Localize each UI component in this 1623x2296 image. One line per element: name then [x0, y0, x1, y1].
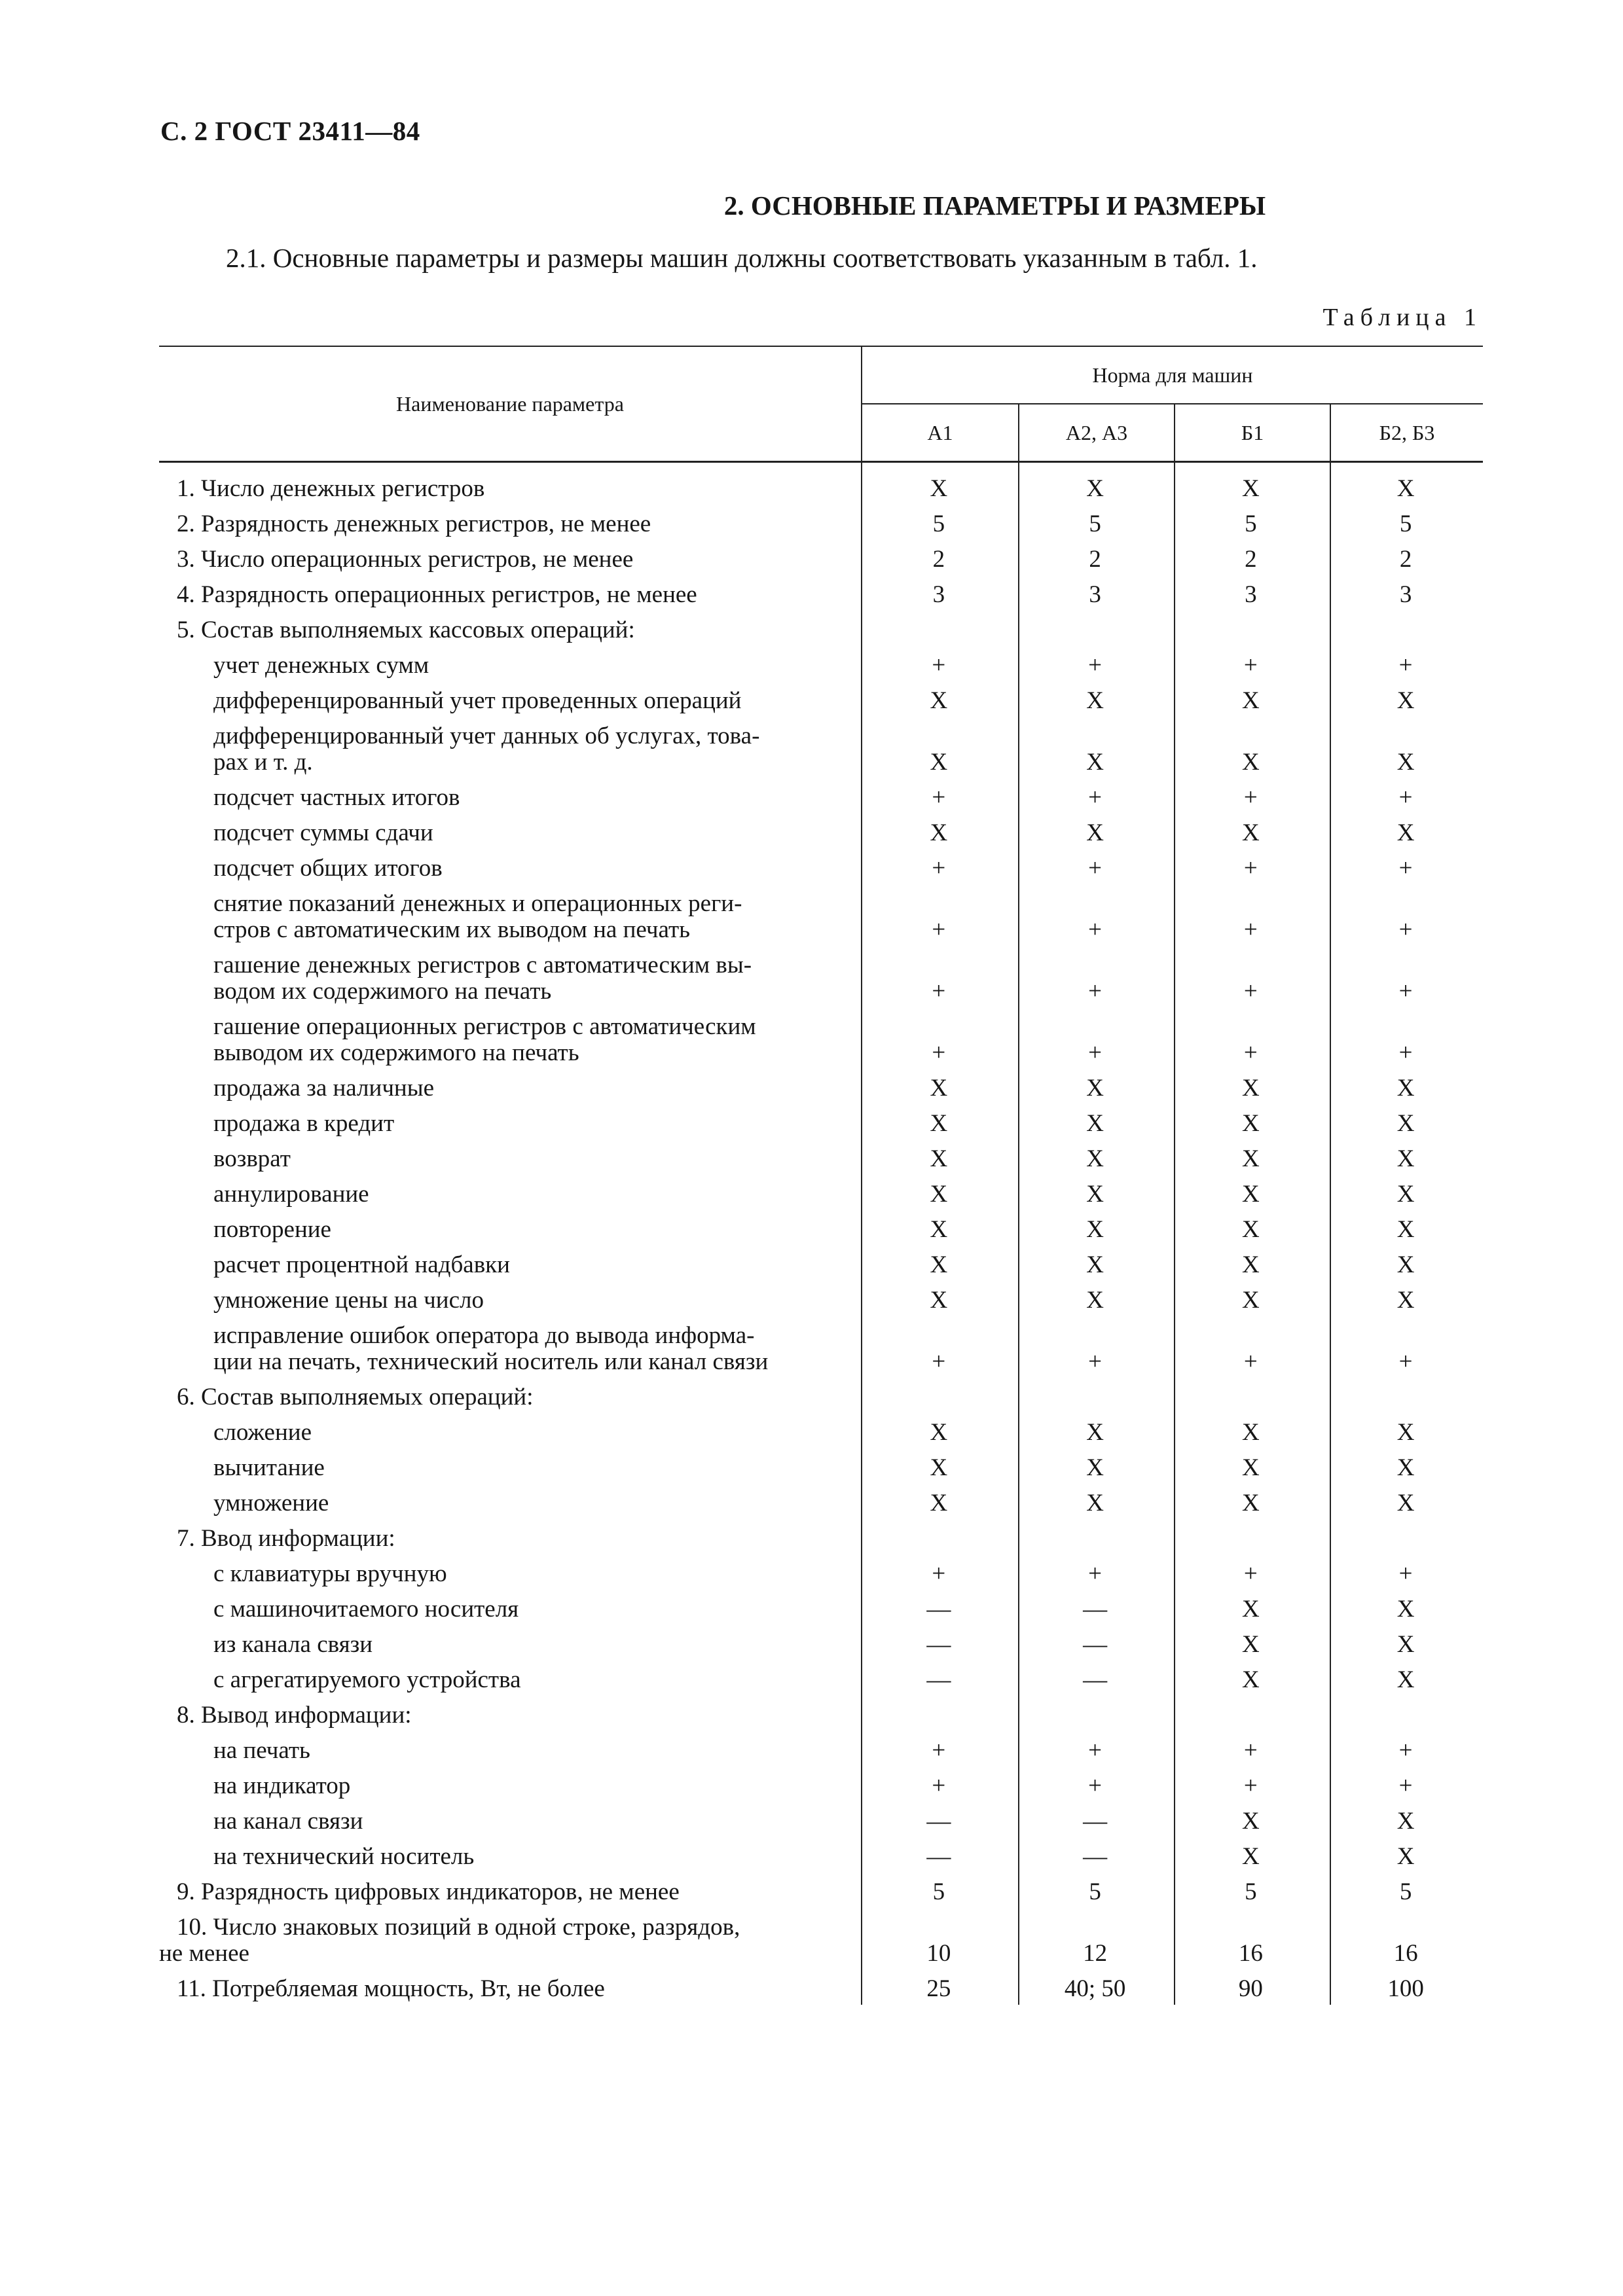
parameter-name-line: с машиночитаемого носителя [213, 1596, 519, 1623]
parameter-name [159, 1217, 860, 1246]
norm-value: X [1396, 1419, 1415, 1446]
table-row [159, 1246, 1483, 1281]
table-label: Таблица 1 [1322, 304, 1482, 331]
table-row [159, 681, 1483, 717]
parameter-name-line: подсчет суммы сдачи [213, 819, 433, 846]
table-row [159, 717, 1483, 778]
norm-value: X [1086, 1110, 1104, 1137]
parameter-name [159, 1561, 860, 1590]
parameter-name [159, 1014, 860, 1069]
norm-value: X [930, 1287, 948, 1314]
parameter-name [159, 1252, 860, 1281]
parameter-name-line: ции на печать, технический носитель или канал связи [213, 1348, 769, 1375]
table-row [159, 946, 1483, 1007]
norm-value: + [1398, 1772, 1413, 1799]
parameter-name [159, 1844, 860, 1873]
norm-value: + [1398, 916, 1413, 943]
parameter-name-line: умножение цены на число [213, 1287, 484, 1314]
parameter-name-line: 11. Потребляемая мощность, Вт, не более [177, 1975, 605, 2002]
parameter-name [159, 891, 860, 946]
table-row [159, 814, 1483, 849]
norm-value: X [1086, 1181, 1104, 1208]
norm-value: X [1086, 1454, 1104, 1481]
norm-value: X [930, 1181, 948, 1208]
parameter-name [159, 1914, 860, 1969]
norm-value: X [1086, 687, 1104, 714]
norm-value: + [1398, 1737, 1413, 1764]
parameters-table [159, 346, 1483, 2005]
norm-value: 16 [1393, 1940, 1418, 1967]
norm-value: X [1396, 1181, 1415, 1208]
table-row [159, 540, 1483, 575]
parameter-name-line: возврат [213, 1145, 291, 1172]
norm-value: + [1243, 1737, 1258, 1764]
parameter-name-line: гашение денежных регистров с автоматическим вы- [213, 952, 752, 978]
norm-value: + [1088, 978, 1103, 1005]
norm-value: — [1083, 1666, 1108, 1693]
table-row [159, 1590, 1483, 1625]
page-header: С. 2 ГОСТ 23411—84 [160, 116, 420, 146]
parameter-name-line: с агрегатируемого устройства [213, 1666, 521, 1693]
norm-value: + [1088, 784, 1103, 811]
norm-value: X [1086, 749, 1104, 776]
table-row [159, 575, 1483, 611]
norm-value: X [1241, 687, 1260, 714]
norm-value: 3 [932, 581, 945, 608]
norm-value: 100 [1387, 1975, 1424, 2002]
norm-value: 5 [1089, 1878, 1101, 1905]
norm-value: 5 [1399, 1878, 1412, 1905]
table-row [159, 849, 1483, 884]
table-row [159, 1139, 1483, 1175]
table-row [159, 1175, 1483, 1210]
parameter-name-line: 10. Число знаковых позиций в одной строке, разрядов, [177, 1914, 740, 1941]
parameter-name-line: продажа в кредит [213, 1110, 395, 1137]
parameter-name [159, 653, 860, 681]
norm-value: X [930, 687, 948, 714]
norm-value: 2 [1399, 546, 1412, 573]
table-row [159, 1554, 1483, 1590]
parameter-name [159, 688, 860, 717]
norm-value: X [1241, 819, 1260, 846]
parameter-name-line: 2. Разрядность денежных регистров, не менее [177, 511, 651, 537]
norm-value: 5 [932, 1878, 945, 1905]
parameter-name-line: на канал связи [213, 1808, 363, 1835]
parameter-name [159, 582, 860, 611]
norm-value: + [932, 855, 946, 882]
norm-value: X [930, 1490, 948, 1516]
table-row [159, 1767, 1483, 1802]
parameter-name [159, 952, 860, 1007]
norm-value: X [1396, 1808, 1415, 1835]
norm-value: 5 [1089, 511, 1101, 537]
parameter-name-line: 5. Состав выполняемых кассовых операций: [177, 617, 635, 643]
norm-value: 90 [1238, 1975, 1263, 2002]
norm-value: 5 [1245, 511, 1257, 537]
norm-value: X [1396, 1631, 1415, 1658]
norm-value: + [1398, 1560, 1413, 1587]
parameter-name-line: на индикатор [213, 1772, 351, 1799]
norm-value: 40; 50 [1064, 1975, 1126, 2002]
name-column-header: Наименование параметра [396, 391, 624, 416]
parameter-name-line: повторение [213, 1216, 331, 1243]
parameter-name-line: исправление ошибок оператора до вывода информа- [213, 1322, 755, 1349]
table-row [159, 646, 1483, 681]
norm-value: X [1396, 1843, 1415, 1870]
norm-value: + [1088, 1039, 1103, 1066]
parameter-name [159, 1632, 860, 1660]
norm-value: + [1243, 978, 1258, 1005]
norm-value: X [1086, 1419, 1104, 1446]
parameter-name-line: стров с автоматическим их выводом на печать [213, 916, 691, 943]
parameter-name-line: водом их содержимого на печать [213, 978, 552, 1005]
table-row [159, 1104, 1483, 1139]
norm-value: — [926, 1843, 951, 1870]
norm-value: X [1086, 1075, 1104, 1102]
column-header-a2-a3: А2, А3 [1065, 420, 1128, 444]
norm-value: + [1398, 978, 1413, 1005]
norm-value: X [1241, 1666, 1260, 1693]
norm-value: X [1086, 1490, 1104, 1516]
norm-value: 2 [1245, 546, 1257, 573]
parameter-name [159, 1667, 860, 1696]
norm-value: X [1396, 475, 1415, 502]
parameter-name-line: рах и т. д. [213, 749, 313, 776]
column-header-b2-b3: Б2, Б3 [1379, 420, 1435, 444]
norm-value: + [1243, 916, 1258, 943]
norm-value: X [930, 819, 948, 846]
norm-value: X [930, 1454, 948, 1481]
norm-value: X [1396, 1490, 1415, 1516]
norm-value: 12 [1083, 1940, 1108, 1967]
norm-value: X [1396, 819, 1415, 846]
norm-value: X [930, 1251, 948, 1278]
parameter-name [159, 820, 860, 849]
norm-value: X [1241, 1419, 1260, 1446]
parameter-name-line: расчет процентной надбавки [213, 1251, 510, 1278]
norm-value: + [932, 1560, 946, 1587]
norm-value: X [1241, 1145, 1260, 1172]
parameter-name [159, 1526, 860, 1554]
norm-value: + [1398, 855, 1413, 882]
norm-value: — [1083, 1808, 1108, 1835]
parameter-name [159, 1702, 860, 1731]
section-title: 2. ОСНОВНЫЕ ПАРАМЕТРЫ И РАЗМЕРЫ [723, 190, 1266, 221]
norm-value: X [1241, 1251, 1260, 1278]
norm-value: + [1088, 652, 1103, 679]
table-row [159, 1969, 1483, 2005]
table-row [159, 1378, 1483, 1413]
parameter-name [159, 511, 860, 540]
parameter-name [159, 1111, 860, 1139]
norm-value: + [1243, 1039, 1258, 1066]
norm-value: X [1396, 749, 1415, 776]
parameter-name-line: с клавиатуры вручную [213, 1560, 447, 1587]
norm-value: X [1241, 1843, 1260, 1870]
parameter-name-line: снятие показаний денежных и операционных реги- [213, 890, 742, 917]
parameter-name [159, 1455, 860, 1484]
parameter-name-line: аннулирование [213, 1181, 369, 1208]
norm-value: X [1241, 1808, 1260, 1835]
parameter-name-line: 6. Состав выполняемых операций: [177, 1384, 534, 1410]
norm-value: + [1088, 855, 1103, 882]
norm-value: + [1243, 1560, 1258, 1587]
table-row [159, 1316, 1483, 1378]
table-row [159, 505, 1483, 540]
parameter-name-line: на печать [213, 1737, 310, 1764]
table-row [159, 1210, 1483, 1246]
parameter-name [159, 1490, 860, 1519]
norm-value: — [926, 1631, 951, 1658]
norm-value: — [926, 1808, 951, 1835]
norm-value: + [932, 1348, 946, 1375]
norm-value: 3 [1399, 581, 1412, 608]
norm-value: 2 [932, 546, 945, 573]
norm-value: + [932, 1737, 946, 1764]
parameter-name-line: дифференцированный учет данных об услугах, това- [213, 723, 760, 749]
norm-value: — [926, 1666, 951, 1693]
norm-value: 5 [1399, 511, 1412, 537]
parameter-name [159, 723, 860, 778]
table-row [159, 778, 1483, 814]
parameter-name [159, 1420, 860, 1448]
norm-value: X [1086, 1287, 1104, 1314]
parameter-name [159, 785, 860, 814]
parameter-name [159, 1976, 860, 2005]
parameter-name-line: продажа за наличные [213, 1075, 435, 1102]
norm-value: X [1241, 1216, 1260, 1243]
norm-value: — [1083, 1596, 1108, 1623]
norm-value: + [1243, 1772, 1258, 1799]
norm-value: + [1398, 1348, 1413, 1375]
table-row [159, 1660, 1483, 1696]
norm-column-header: Норма для машин [1092, 363, 1253, 387]
table-row [159, 611, 1483, 646]
norm-value: X [930, 749, 948, 776]
norm-value: X [1241, 1490, 1260, 1516]
parameter-name-line: 3. Число операционных регистров, не менее [177, 546, 634, 573]
norm-value: + [1243, 1348, 1258, 1375]
table-row [159, 1625, 1483, 1660]
table-row [159, 469, 1483, 505]
parameter-name [159, 1181, 860, 1210]
parameter-name [159, 1323, 860, 1378]
norm-value: + [1088, 916, 1103, 943]
parameter-name [159, 1596, 860, 1625]
parameter-name [159, 1146, 860, 1175]
parameter-name [159, 1808, 860, 1837]
parameter-name-line: вычитание [213, 1454, 325, 1481]
norm-value: X [1086, 475, 1104, 502]
norm-value: X [1241, 475, 1260, 502]
norm-value: — [1083, 1843, 1108, 1870]
parameter-name-line: 8. Вывод информации: [177, 1702, 412, 1729]
norm-value: X [930, 1075, 948, 1102]
norm-value: X [930, 1216, 948, 1243]
norm-value: X [1396, 1596, 1415, 1623]
norm-value: + [1088, 1348, 1103, 1375]
norm-value: 5 [1245, 1878, 1257, 1905]
norm-value: X [1241, 1075, 1260, 1102]
parameter-name-line: из канала связи [213, 1631, 373, 1658]
parameter-name [159, 617, 860, 646]
norm-value: X [1396, 1110, 1415, 1137]
table-header [159, 346, 1483, 463]
parameter-name-line: подсчет частных итогов [213, 784, 460, 811]
table-row [159, 1007, 1483, 1069]
norm-value: + [932, 652, 946, 679]
norm-value: X [1241, 1631, 1260, 1658]
parameter-name [159, 1738, 860, 1767]
parameter-name-line: 7. Ввод информации: [177, 1525, 395, 1552]
norm-value: X [1396, 687, 1415, 714]
norm-value: + [1088, 1737, 1103, 1764]
norm-value: X [1396, 1075, 1415, 1102]
table-row [159, 1908, 1483, 1969]
parameter-name-line: подсчет общих итогов [213, 855, 443, 882]
norm-value: X [1396, 1145, 1415, 1172]
norm-value: + [932, 916, 946, 943]
table-row [159, 1448, 1483, 1484]
parameter-name [159, 476, 860, 505]
table-row [159, 1873, 1483, 1908]
norm-value: X [1086, 819, 1104, 846]
parameter-name [159, 1287, 860, 1316]
norm-value: X [1241, 1596, 1260, 1623]
table-row [159, 1413, 1483, 1448]
column-header-b1: Б1 [1241, 420, 1264, 444]
norm-value: 2 [1089, 546, 1101, 573]
table-body [159, 463, 1483, 2005]
norm-value: X [930, 1145, 948, 1172]
norm-value: + [932, 784, 946, 811]
norm-value: — [926, 1596, 951, 1623]
table-row [159, 1837, 1483, 1873]
norm-value: 16 [1238, 1940, 1263, 1967]
parameter-name-line: умножение [213, 1490, 329, 1516]
table-row [159, 1519, 1483, 1554]
norm-value: + [1243, 652, 1258, 679]
parameter-name-line: не менее [159, 1940, 249, 1967]
norm-value: + [1243, 855, 1258, 882]
parameter-name [159, 547, 860, 575]
norm-value: + [932, 1772, 946, 1799]
parameter-name-line: гашение операционных регистров с автоматическим [213, 1013, 756, 1040]
norm-value: X [1241, 1287, 1260, 1314]
norm-value: X [1396, 1216, 1415, 1243]
norm-value: + [1243, 784, 1258, 811]
table-row [159, 1484, 1483, 1519]
norm-value: + [1088, 1772, 1103, 1799]
norm-value: X [930, 1419, 948, 1446]
norm-value: X [1396, 1251, 1415, 1278]
parameter-name-line: выводом их содержимого на печать [213, 1039, 579, 1066]
norm-value: — [1083, 1631, 1108, 1658]
norm-value: 3 [1245, 581, 1257, 608]
parameter-name-line: 4. Разрядность операционных регистров, не менее [177, 581, 697, 608]
parameter-name-line: на технический носитель [213, 1843, 475, 1870]
norm-value: X [1396, 1454, 1415, 1481]
parameter-name [159, 855, 860, 884]
norm-value: X [1086, 1251, 1104, 1278]
parameter-name-line: учет денежных сумм [213, 652, 429, 679]
norm-value: 3 [1089, 581, 1101, 608]
norm-value: X [1241, 749, 1260, 776]
table-row [159, 1069, 1483, 1104]
norm-value: + [1088, 1560, 1103, 1587]
parameter-name [159, 1773, 860, 1802]
norm-value: X [930, 475, 948, 502]
table-row [159, 1731, 1483, 1767]
norm-value: X [1086, 1145, 1104, 1172]
norm-value: + [1398, 1039, 1413, 1066]
parameter-name [159, 1075, 860, 1104]
norm-value: 10 [926, 1940, 951, 1967]
parameter-name-line: дифференцированный учет проведенных операций [213, 687, 742, 714]
norm-value: + [1398, 652, 1413, 679]
parameter-name [159, 1384, 860, 1413]
norm-value: + [932, 978, 946, 1005]
norm-value: 25 [926, 1975, 951, 2002]
norm-value: X [1396, 1666, 1415, 1693]
table-row [159, 1802, 1483, 1837]
column-header-a1: А1 [927, 420, 953, 444]
parameter-name-line: сложение [213, 1419, 312, 1446]
norm-value: X [930, 1110, 948, 1137]
norm-value: X [1241, 1110, 1260, 1137]
norm-value: X [1241, 1454, 1260, 1481]
parameter-name-line: 1. Число денежных регистров [177, 475, 485, 502]
table-row [159, 884, 1483, 946]
norm-value: X [1396, 1287, 1415, 1314]
parameter-name-line: 9. Разрядность цифровых индикаторов, не менее [177, 1878, 680, 1905]
table-row [159, 1281, 1483, 1316]
table-row [159, 1696, 1483, 1731]
intro-paragraph: 2.1. Основные параметры и размеры машин должны соответствовать указанным в табл. 1. [226, 243, 1258, 273]
parameter-name [159, 1879, 860, 1908]
norm-value: X [1086, 1216, 1104, 1243]
norm-value: 5 [932, 511, 945, 537]
norm-value: X [1241, 1181, 1260, 1208]
norm-value: + [932, 1039, 946, 1066]
norm-value: + [1398, 784, 1413, 811]
